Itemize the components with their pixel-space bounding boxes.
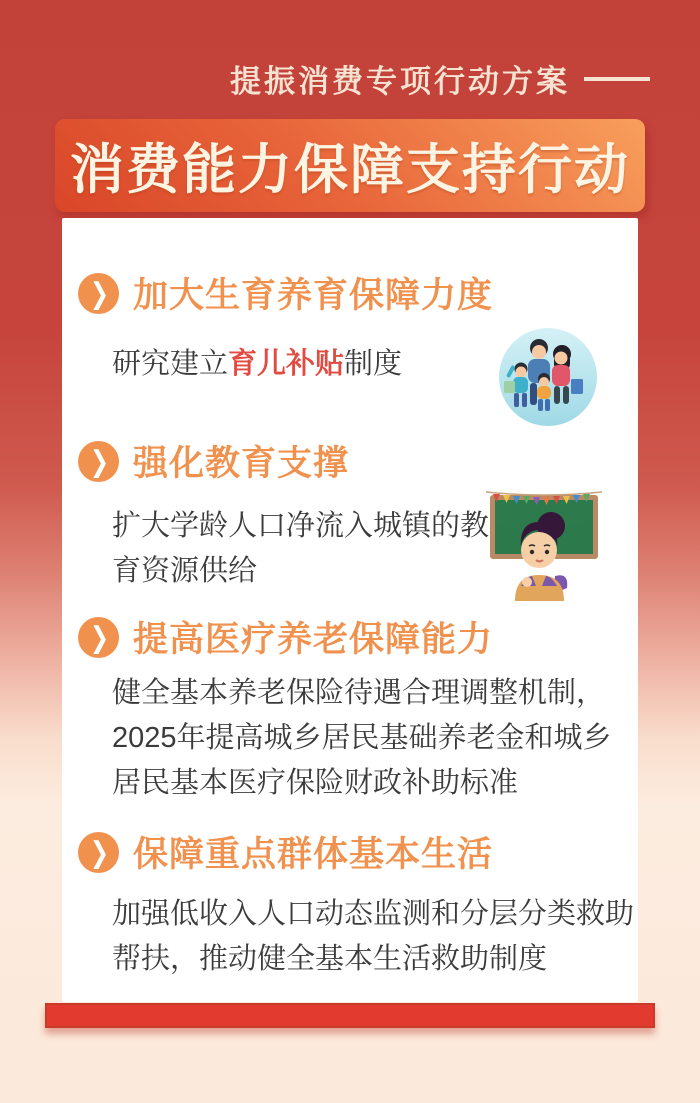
section-heading-birth-support (78, 268, 493, 318)
section-title: 保障重点群体基本生活 (133, 835, 494, 874)
section-body-birth-support (112, 342, 512, 387)
bottom-bar (45, 1003, 655, 1028)
section-title: 加大生育养育保障力度 (133, 276, 494, 315)
page-title: 消费能力保障支持行动 (70, 140, 630, 200)
body-text: 制度 (344, 348, 403, 380)
section-title: 强化教育支撑 (133, 444, 350, 483)
body-text: 研究建立 (112, 348, 229, 380)
main-title-banner (55, 119, 645, 212)
section-heading-education (78, 436, 349, 486)
section-body-basic-living: 加强低收入人口动态监测和分层分类救助帮扶，推动健全基本生活救助制度 (112, 898, 635, 975)
kicker-text: 提振消费专项行动方案 (230, 64, 570, 99)
dash-line (584, 77, 650, 81)
section-body-education: 扩大学龄人口净流入城镇的教育资源供给 (112, 510, 490, 587)
kicker (230, 56, 650, 101)
chevron-right-icon: ❯ (78, 273, 119, 314)
highlighted-text: 育儿补贴 (228, 348, 345, 380)
chevron-right-icon: ❯ (78, 832, 119, 873)
chevron-right-icon: ❯ (78, 617, 119, 658)
student-blackboard-illustration (485, 486, 603, 601)
chevron-right-icon: ❯ (78, 441, 119, 482)
section-title: 提高医疗养老保障能力 (133, 620, 494, 659)
section-body-medical-pension: 健全基本养老保险待遇合理调整机制，2025年提高城乡居民基础养老金和城乡居民基本医疗保险财政补助标准 (112, 677, 612, 799)
family-shopping-illustration (495, 327, 601, 427)
section-heading-medical-pension (78, 612, 493, 662)
section-heading-basic-living (78, 827, 493, 877)
